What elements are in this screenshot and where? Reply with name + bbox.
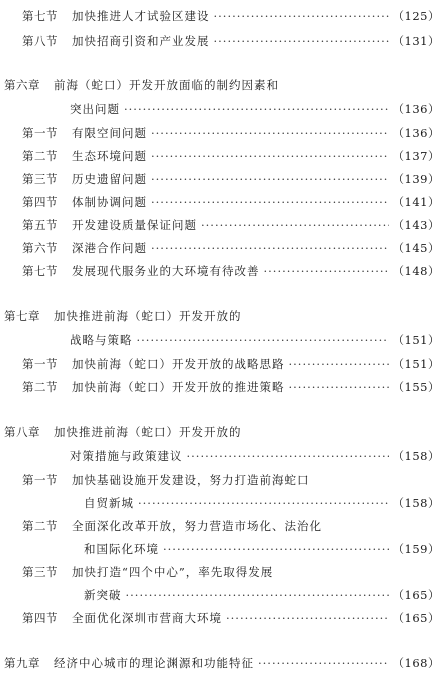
entry-page: （168） (392, 656, 440, 670)
entry-page: （158） (392, 449, 440, 463)
dot-leader (201, 216, 389, 234)
entry-page: （143） (392, 218, 440, 232)
entry-label: 第一节 (22, 473, 58, 487)
entry-page: （136） (392, 126, 440, 140)
dot-leader (258, 654, 389, 672)
entry-title: 历史遗留问题 (72, 172, 147, 186)
toc-entry-7-2[interactable] (0, 378, 440, 396)
toc-entry-section-8-investment[interactable] (0, 32, 440, 50)
entry-page: （125） (392, 9, 440, 23)
toc-entry-6-5[interactable] (0, 216, 440, 234)
toc-entry-8-4[interactable] (0, 609, 440, 627)
dot-leader (214, 7, 389, 25)
entry-title-continued: 自贸新城 (84, 496, 134, 510)
entry-title-continued: 突出问题 (70, 102, 120, 116)
entry-page: （165） (392, 588, 440, 602)
entry-page: （159） (392, 542, 440, 556)
toc-entry-chapter-7-cont[interactable] (0, 331, 440, 349)
entry-title: 加快推进前海（蛇口）开发开放的 (54, 309, 242, 323)
entry-label: 第六节 (22, 241, 58, 255)
toc-entry-chapter-6[interactable] (0, 76, 440, 94)
dot-leader (151, 193, 389, 211)
entry-label: 第二节 (22, 149, 58, 163)
toc-entry-chapter-6-cont[interactable] (0, 100, 440, 118)
entry-page: （141） (392, 195, 440, 209)
toc-entry-8-2[interactable] (0, 517, 440, 535)
toc-entry-8-1-cont[interactable] (0, 494, 440, 512)
toc-entry-6-6[interactable] (0, 239, 440, 257)
entry-title: 加快推进前海（蛇口）开发开放的 (54, 425, 242, 439)
entry-page: （158） (392, 496, 440, 510)
dot-leader (138, 494, 389, 512)
toc-entry-6-2[interactable] (0, 147, 440, 165)
entry-title: 体制协调问题 (72, 195, 147, 209)
entry-title: 开发建设质量保证问题 (72, 218, 197, 232)
dot-leader (214, 32, 389, 50)
entry-label: 第八章 (4, 425, 40, 439)
entry-label: 第四节 (22, 611, 58, 625)
entry-title: 生态环境问题 (72, 149, 147, 163)
dot-leader (226, 609, 389, 627)
entry-label: 第二节 (22, 380, 58, 394)
entry-title-continued: 对策措施与政策建议 (70, 449, 183, 463)
entry-label: 第一节 (22, 126, 58, 140)
entry-title: 加快前海（蛇口）开发开放的战略思路 (72, 357, 285, 371)
toc-entry-section-7-talent[interactable] (0, 7, 440, 25)
entry-title: 加快基础设施开发建设，努力打造前海蛇口 (72, 473, 310, 487)
entry-page: （151） (392, 333, 440, 347)
entry-label: 第七章 (4, 309, 40, 323)
entry-page: （136） (392, 102, 440, 116)
entry-label: 第九章 (4, 656, 40, 670)
entry-label: 第一节 (22, 357, 58, 371)
entry-label: 第五节 (22, 218, 58, 232)
entry-title: 有限空间问题 (72, 126, 147, 140)
entry-title: 深港合作问题 (72, 241, 147, 255)
entry-page: （145） (392, 241, 440, 255)
dot-leader (137, 331, 389, 349)
toc-entry-6-4[interactable] (0, 193, 440, 211)
entry-page: （151） (392, 357, 440, 371)
toc-entry-8-1[interactable] (0, 471, 440, 489)
entry-label: 第三节 (22, 565, 58, 579)
dot-leader (151, 124, 389, 142)
entry-title: 前海（蛇口）开发开放面临的制约因素和 (54, 78, 279, 92)
dot-leader (264, 262, 389, 280)
toc-entry-6-1[interactable] (0, 124, 440, 142)
dot-leader (163, 540, 389, 558)
dot-leader (289, 378, 389, 396)
entry-title: 经济中心城市的理论渊源和功能特征 (54, 656, 254, 670)
toc-entry-6-3[interactable] (0, 170, 440, 188)
entry-page: （131） (392, 34, 440, 48)
entry-page: （155） (392, 380, 440, 394)
dot-leader (151, 147, 389, 165)
dot-leader (151, 170, 389, 188)
entry-title: 加快前海（蛇口）开发开放的推进策略 (72, 380, 285, 394)
toc-entry-7-1[interactable] (0, 355, 440, 373)
toc-entry-8-2-cont[interactable] (0, 540, 440, 558)
entry-label: 第六章 (4, 78, 40, 92)
entry-page: （139） (392, 172, 440, 186)
toc-entry-chapter-9[interactable] (0, 654, 440, 672)
dot-leader (151, 239, 389, 257)
toc-entry-chapter-8-cont[interactable] (0, 447, 440, 465)
entry-title: 加快招商引资和产业发展 (72, 34, 210, 48)
entry-page: （165） (392, 611, 440, 625)
entry-page: （148） (392, 264, 440, 278)
dot-leader (124, 100, 389, 118)
entry-title: 全面优化深圳市营商大环境 (72, 611, 222, 625)
entry-label: 第七节 (22, 9, 58, 23)
dot-leader (289, 355, 389, 373)
toc-entry-6-7[interactable] (0, 262, 440, 280)
entry-title-continued: 和国际化环境 (84, 542, 159, 556)
entry-title-continued: 战略与策略 (70, 333, 133, 347)
entry-label: 第四节 (22, 195, 58, 209)
entry-title-continued: 新突破 (84, 588, 122, 602)
toc-entry-chapter-7[interactable] (0, 307, 440, 325)
toc-entry-8-3-cont[interactable] (0, 586, 440, 604)
entry-label: 第三节 (22, 172, 58, 186)
entry-label: 第八节 (22, 34, 58, 48)
entry-title: 加快推进人才试验区建设 (72, 9, 210, 23)
dot-leader (126, 586, 389, 604)
toc-entry-8-3[interactable] (0, 563, 440, 581)
entry-page: （137） (392, 149, 440, 163)
entry-title: 发展现代服务业的大环境有待改善 (72, 264, 260, 278)
dot-leader (187, 447, 389, 465)
entry-title: 全面深化改革开放，努力营造市场化、法治化 (72, 519, 322, 533)
toc-entry-chapter-8[interactable] (0, 423, 440, 441)
entry-label: 第二节 (22, 519, 58, 533)
entry-label: 第七节 (22, 264, 58, 278)
entry-title: 加快打造“四个中心”，率先取得发展 (72, 565, 274, 579)
